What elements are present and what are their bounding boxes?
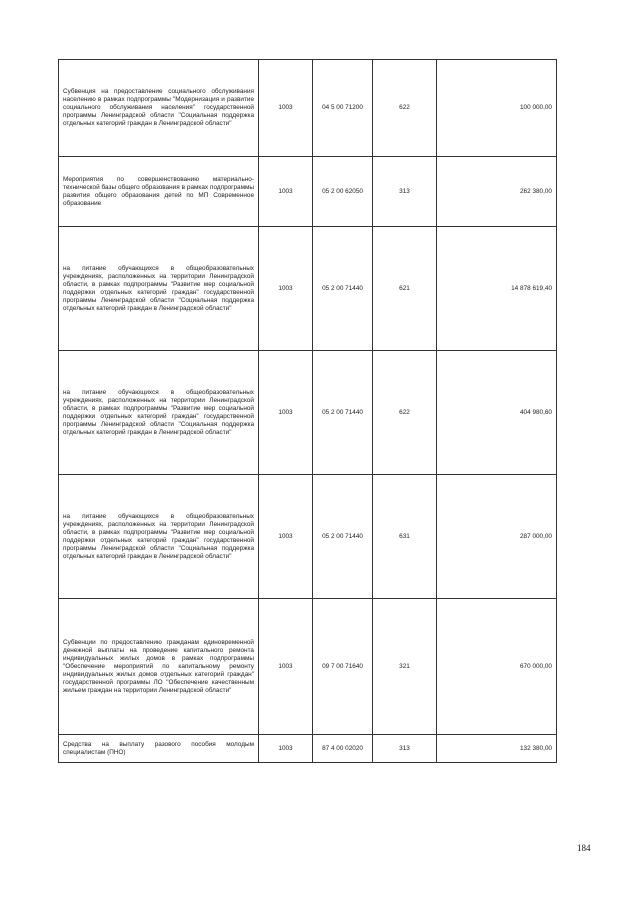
table-row bbox=[59, 735, 557, 763]
table-row bbox=[59, 599, 557, 735]
row-section-code: 1003 bbox=[259, 60, 313, 157]
table-row bbox=[59, 60, 557, 157]
row-section-code: 1003 bbox=[259, 351, 313, 475]
budget-table bbox=[58, 59, 557, 763]
row-section-code: 1003 bbox=[259, 599, 313, 735]
row-amount: 670 000,00 bbox=[437, 599, 557, 735]
row-section-code: 1003 bbox=[259, 227, 313, 351]
row-description: Мероприятия по совершенствованию материально-технической базы общего образования в рамках подпрограммы развития общего образования детей по МП Современное образование bbox=[59, 157, 259, 227]
row-amount: 132 380,00 bbox=[437, 735, 557, 763]
table-row bbox=[59, 351, 557, 475]
row-target-code: 04 5 00 71200 bbox=[313, 60, 373, 157]
row-expense-type: 313 bbox=[373, 157, 437, 227]
row-expense-type: 321 bbox=[373, 599, 437, 735]
row-expense-type: 621 bbox=[373, 227, 437, 351]
row-expense-type: 622 bbox=[373, 60, 437, 157]
row-section-code: 1003 bbox=[259, 735, 313, 763]
row-target-code: 87 4 00 02020 bbox=[313, 735, 373, 763]
row-target-code: 05 2 00 71440 bbox=[313, 351, 373, 475]
row-target-code: 05 2 00 71440 bbox=[313, 227, 373, 351]
table-row bbox=[59, 227, 557, 351]
row-amount: 287 000,00 bbox=[437, 475, 557, 599]
row-description: на питание обучающихся в общеобразовательных учреждениях, расположенных на территории Ленинградской области, в рамках подпрограммы "Развитие мер социальной поддержки отдельных категорий граждан" государственной программы Ленинградской области "Социальная поддержка отдельных категорий граждан в Ленинградской области" bbox=[59, 351, 259, 475]
row-target-code: 05 2 00 71440 bbox=[313, 475, 373, 599]
row-description: Субвенции по предоставлению гражданам единовременной денежной выплаты на проведение капитального ремонта индивидуальных жилых домов в рамках подпрограммы "Обеспечение мероприятий по капитальному ремонту индивидуальных жилых домов отдельных категорий граждан" государственной программы ЛО "Обеспечение качественным жильем граждан на территории Ленинградской области" bbox=[59, 599, 259, 735]
row-description: Средства на выплату разового пособия молодым специалистам (ПНО) bbox=[59, 735, 259, 763]
row-expense-type: 622 bbox=[373, 351, 437, 475]
row-description: Субвенция на предоставление социального обслуживания населению в рамках подпрограммы "Модернизация и развитие социального обслуживания населения" государственной программы Ленинградской области "Социальная поддержка отдельных категорий граждан в Ленинградской области" bbox=[59, 60, 259, 157]
row-amount: 100 000,00 bbox=[437, 60, 557, 157]
row-section-code: 1003 bbox=[259, 157, 313, 227]
row-amount: 14 878 619,40 bbox=[437, 227, 557, 351]
row-amount: 262 380,00 bbox=[437, 157, 557, 227]
row-target-code: 09 7 00 71640 bbox=[313, 599, 373, 735]
row-section-code: 1003 bbox=[259, 475, 313, 599]
row-description: на питание обучающихся в общеобразовательных учреждениях, расположенных на территории Ленинградской области, в рамках подпрограммы "Развитие мер социальной поддержки отдельных категорий граждан" государственной программы Ленинградской области "Социальная поддержка отдельных категорий граждан в Ленинградской области" bbox=[59, 475, 259, 599]
row-amount: 404 980,60 bbox=[437, 351, 557, 475]
page-number: 184 bbox=[577, 843, 591, 853]
row-expense-type: 313 bbox=[373, 735, 437, 763]
row-expense-type: 631 bbox=[373, 475, 437, 599]
table-row bbox=[59, 475, 557, 599]
row-target-code: 05 2 00 62050 bbox=[313, 157, 373, 227]
table-row bbox=[59, 157, 557, 227]
row-description: на питание обучающихся в общеобразовательных учреждениях, расположенных на территории Ленинградской области, в рамках подпрограммы "Развитие мер социальной поддержки отдельных категорий граждан" государственной программы Ленинградской области "Социальная поддержка отдельных категорий граждан в Ленинградской области" bbox=[59, 227, 259, 351]
